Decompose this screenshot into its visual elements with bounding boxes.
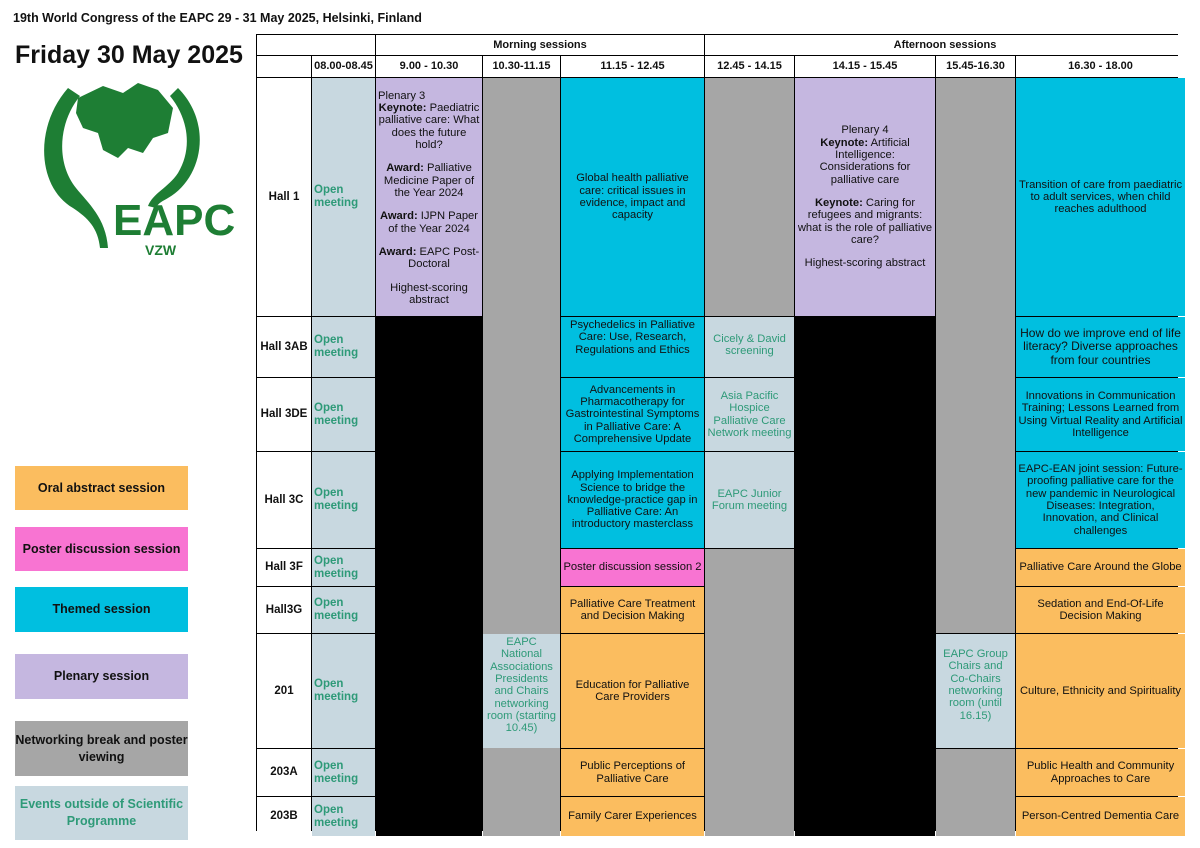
session-global: Global health palliative care: critical issues in evidence, impact and capacity: [561, 78, 704, 316]
session-innovations: Innovations in Communication Training; Lessons Learned from Using Virtual Reality and Artificial Intelligence: [1016, 378, 1185, 451]
event-national-associations: EAPC National Associations Presidents and Chairs networking room (starting 10.45): [483, 634, 560, 748]
time-slot: 10.30-11.15: [483, 56, 560, 77]
header-blank: [257, 35, 375, 55]
event-asia-pacific: Asia Pacific Hospice Palliative Care Network meeting: [705, 378, 794, 451]
schedule-grid: [256, 34, 1183, 831]
day-title: Friday 30 May 2025: [15, 41, 243, 69]
plenary-3-award-3: Award: EAPC Post-Doctoral: [378, 245, 480, 271]
open-meeting: Open meeting: [312, 452, 375, 548]
time-slot: 15.45-16.30: [936, 56, 1015, 77]
plenary-3-title: Plenary 3: [378, 89, 426, 102]
session-literacy: How do we improve end of life literacy? Diverse approaches from four countries: [1016, 317, 1185, 377]
plenary-3-abstract: Highest-scoring abstract: [390, 281, 468, 306]
session-public-perceptions: Public Perceptions of Palliative Care: [561, 749, 704, 796]
session-treatment: Palliative Care Treatment and Decision Making: [561, 587, 704, 633]
hall-label: Hall3G: [257, 587, 311, 633]
legend-themed: Themed session: [15, 587, 188, 632]
session-transition: Transition of care from paediatric to adult services, when child reaches adulthood: [1016, 78, 1185, 316]
hall-label: Hall 3C: [257, 452, 311, 548]
open-meeting: Open meeting: [312, 549, 375, 586]
hall-label: 203B: [257, 797, 311, 836]
open-meeting: Open meeting: [312, 749, 375, 796]
legend-poster: Poster discussion session: [15, 527, 188, 571]
hall-label: Hall 3DE: [257, 378, 311, 451]
hall-label: Hall 3AB: [257, 317, 311, 377]
header-hall-blank: [257, 56, 311, 77]
session-family-carer: Family Carer Experiences: [561, 797, 704, 836]
header-afternoon: Afternoon sessions: [705, 35, 1185, 55]
open-meeting: Open meeting: [312, 378, 375, 451]
plenary-4-keynote-2: Keynote: Caring for refugees and migrants: what is the role of palliative care?: [797, 197, 933, 246]
congress-title: 19th World Congress of the EAPC 29 - 31 May 2025, Helsinki, Finland: [13, 11, 422, 25]
session-sedation: Sedation and End-Of-Life Decision Making: [1016, 587, 1185, 633]
event-group-chairs: EAPC Group Chairs and Co-Chairs networking room (until 16.15): [936, 634, 1015, 748]
plenary-3-keynote: Keynote: Paediatric palliative care: What does the future hold?: [378, 102, 480, 152]
blocked-slot: [376, 317, 482, 836]
session-plenary-4: [795, 78, 935, 316]
legend-plenary: Plenary session: [15, 654, 188, 699]
open-meeting: Open meeting: [312, 797, 375, 836]
open-meeting: Open meeting: [312, 317, 375, 377]
session-plenary-3: [376, 78, 482, 316]
plenary-3-award-1: Award: Palliative Medicine Paper of the Year 2024: [383, 162, 475, 199]
hall-label: Hall 1: [257, 78, 311, 316]
session-public-health: Public Health and Community Approaches to Care: [1016, 749, 1185, 796]
time-slot: 08.00-08.45: [312, 56, 375, 77]
hall-label: 201: [257, 634, 311, 748]
time-slot: 9.00 - 10.30: [376, 56, 482, 77]
hall-label: 203A: [257, 749, 311, 796]
event-junior-forum: EAPC Junior Forum meeting: [705, 452, 794, 548]
hall-label: Hall 3F: [257, 549, 311, 586]
session-culture: Culture, Ethnicity and Spirituality: [1016, 634, 1185, 748]
afternoon-break: [936, 749, 1015, 836]
session-eapc-ean: EAPC-EAN joint session: Future-proofing palliative care for the new pandemic in Neurological Diseases: Integration, Innovation, and Clinical challenges: [1016, 452, 1185, 548]
header-morning: Morning sessions: [376, 35, 704, 55]
event-cicely-screening: Cicely & David screening: [705, 317, 794, 377]
time-slot: 16.30 - 18.00: [1016, 56, 1185, 77]
open-meeting: Open meeting: [312, 78, 375, 316]
logo-subtext: VZW: [145, 242, 177, 258]
time-slot: 14.15 - 15.45: [795, 56, 935, 77]
lunch-break: [705, 549, 794, 836]
session-poster-discussion: Poster discussion session 2: [561, 549, 704, 586]
plenary-4-keynote-1: Keynote: Artificial Intelligence: Considerations for palliative care: [819, 136, 911, 186]
session-dementia: Person-Centred Dementia Care: [1016, 797, 1185, 836]
session-implementation: Applying Implementation Science to bridge the knowledge-practice gap in Palliative Care: An introductory masterclass: [561, 452, 704, 548]
logo-text: EAPC: [113, 196, 236, 245]
afternoon-break: [936, 78, 1015, 633]
lunch-break: [705, 78, 794, 316]
session-psychedelics: Psychedelics in Palliative Care: Use, Research, Regulations and Ethics: [561, 317, 704, 377]
open-meeting: Open meeting: [312, 587, 375, 633]
open-meeting: Open meeting: [312, 634, 375, 748]
time-slot: 11.15 - 12.45: [561, 56, 704, 77]
plenary-4-abstract: Highest-scoring abstract: [804, 257, 926, 270]
legend-outside: Events outside of Scientific Programme: [15, 786, 188, 840]
eapc-logo: [28, 78, 248, 263]
plenary-3-award-2: Award: IJPN Paper of the Year 2024: [379, 210, 479, 235]
legend-networking: Networking break and poster viewing: [15, 721, 188, 776]
session-pharmacotherapy: Advancements in Pharmacotherapy for Gastrointestinal Symptoms in Palliative Care: A Comprehensive Update: [561, 378, 704, 451]
plenary-4-title: Plenary 4: [841, 124, 889, 137]
session-education: Education for Palliative Care Providers: [561, 634, 704, 748]
blocked-slot: [795, 317, 935, 836]
session-around-globe: Palliative Care Around the Globe: [1016, 549, 1185, 586]
time-slot: 12.45 - 14.15: [705, 56, 794, 77]
legend-oral: Oral abstract session: [15, 466, 188, 510]
